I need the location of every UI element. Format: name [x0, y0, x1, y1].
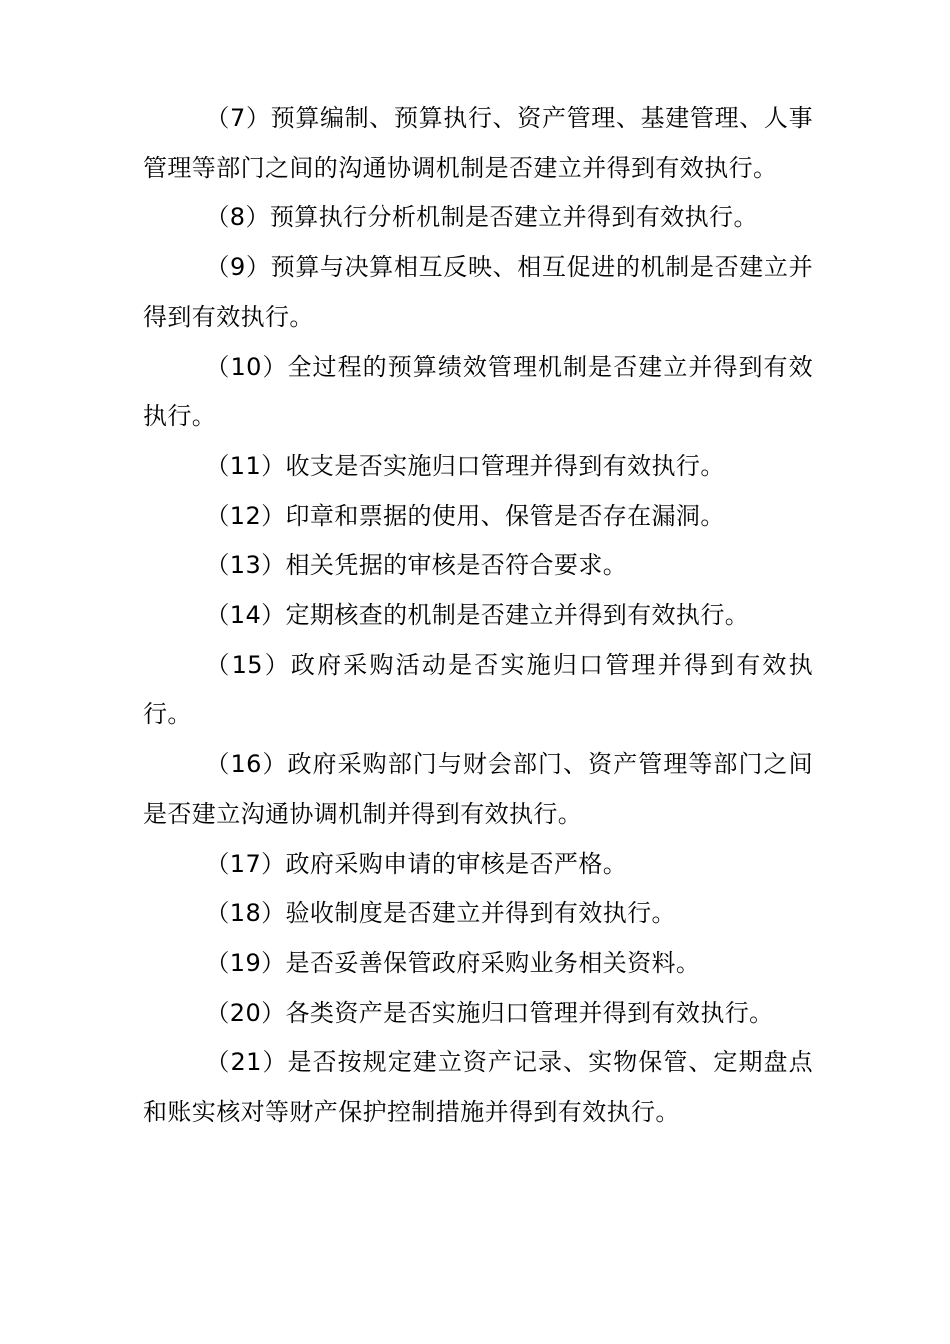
- paragraph-item-11: （11）收支是否实施归口管理并得到有效执行。: [205, 451, 725, 480]
- paragraph-item-13: （13）相关凭据的审核是否符合要求。: [205, 551, 628, 580]
- paragraph-item-21: （21）是否按规定建立资产记录、实物保管、定期盘点和账实核对等财产保护控制措施并得到有效执行。: [143, 1048, 813, 1127]
- paragraph-item-8: （8）预算执行分析机制是否建立并得到有效执行。: [205, 203, 758, 232]
- paragraph-item-16: （16）政府采购部门与财会部门、资产管理等部门之间是否建立沟通协调机制并得到有效执行。: [143, 750, 813, 828]
- paragraph-item-10: （10）全过程的预算绩效管理机制是否建立并得到有效执行。: [143, 352, 813, 431]
- paragraph-item-20: （20）各类资产是否实施归口管理并得到有效执行。: [205, 998, 774, 1027]
- paragraph-item-18: （18）验收制度是否建立并得到有效执行。: [205, 899, 676, 928]
- paragraph-item-12: （12）印章和票据的使用、保管是否存在漏洞。: [205, 501, 725, 530]
- document-body: [143, 94, 813, 1138]
- paragraph-item-17: （17）政府采购申请的审核是否严格。: [205, 849, 628, 878]
- paragraph-item-19: （19）是否妥善保管政府采购业务相关资料。: [205, 948, 701, 977]
- paragraph-item-7: （7）预算编制、预算执行、资产管理、基建管理、人事管理等部门之间的沟通协调机制是否建立并得到有效执行。: [143, 104, 813, 182]
- paragraph-item-15: （15）政府采购活动是否实施归口管理并得到有效执行。: [143, 650, 813, 729]
- paragraph-item-9: （9）预算与决算相互反映、相互促进的机制是否建立并得到有效执行。: [143, 253, 813, 331]
- paragraph-item-14: （14）定期核查的机制是否建立并得到有效执行。: [205, 601, 750, 630]
